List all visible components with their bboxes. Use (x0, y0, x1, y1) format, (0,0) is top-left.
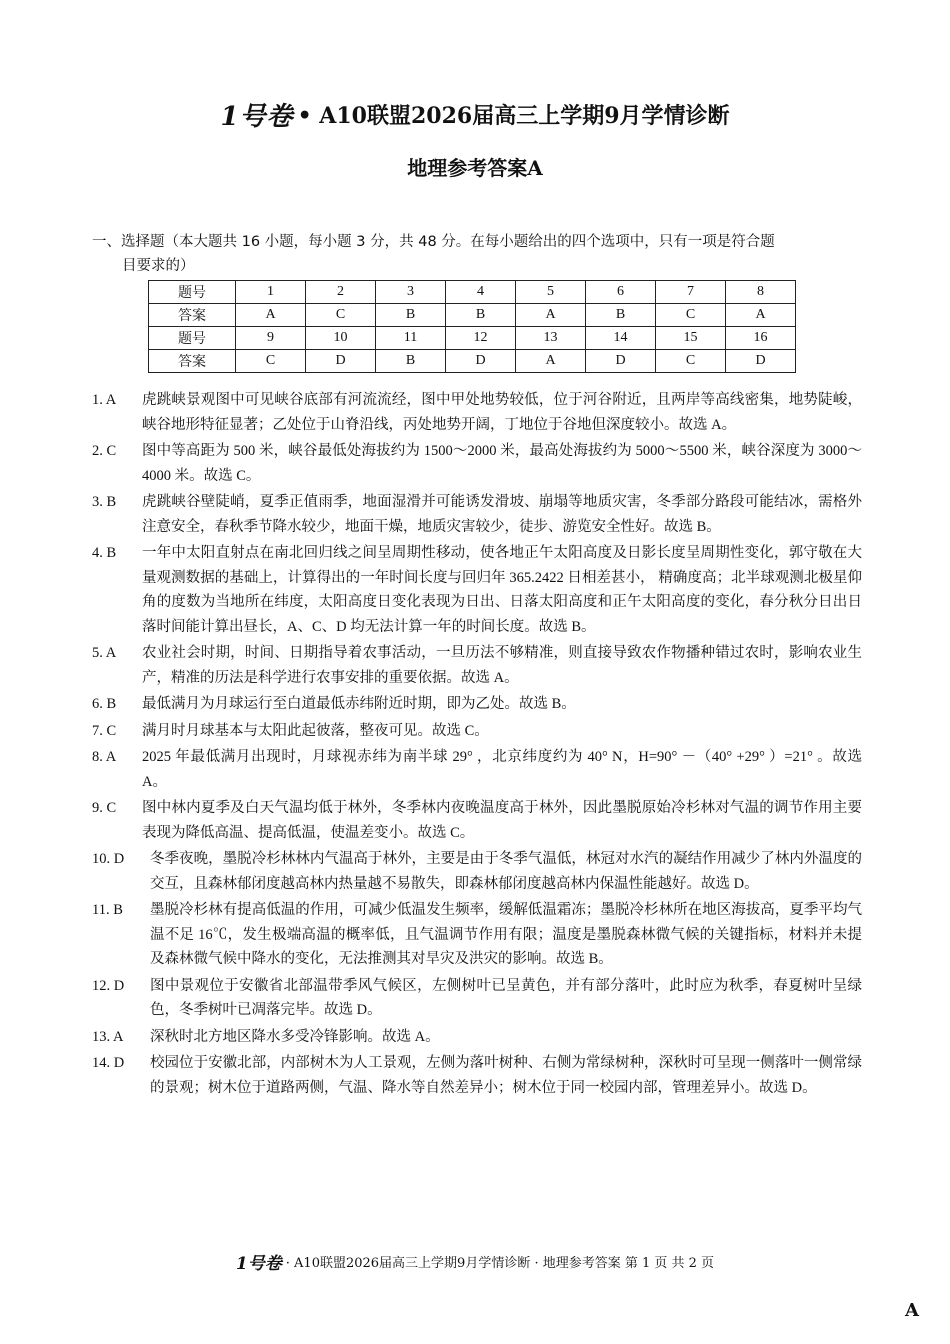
question-number-cell: 1 (236, 281, 306, 304)
document-subtitle: 地理参考答案A (407, 156, 543, 180)
answer-cell: C (236, 350, 306, 373)
explanation-item (92, 974, 862, 1023)
explanation-item (92, 796, 862, 845)
table-row-answers (149, 304, 796, 327)
brand-logo: 1号卷 (220, 102, 294, 132)
explanation-item (92, 1051, 862, 1100)
explanation-text: 虎跳峡谷壁陡峭，夏季正值雨季，地面湿滑并可能诱发滑坡、崩塌等地质灾害，冬季部分路段可能结冰，需格外注意安全，春秋季节降水较少，地面干燥，地质灾害较少，徒步、游览安全性好。故选 B。 (142, 494, 862, 535)
explanation-text: 最低满月为月球运行至白道最低赤纬附近时期，即为乙处。故选 B。 (142, 696, 576, 712)
question-number-cell: 9 (236, 327, 306, 350)
explanation-item (92, 1025, 862, 1050)
explanation-item (92, 719, 862, 744)
explanation-text: 图中林内夏季及白天气温均低于林外，冬季林内夜晚温度高于林外，因此墨脱原始冷杉林对气温的调节作用主要表现为降低高温、提高低温，使温差变小。故选 C。 (142, 800, 862, 841)
answer-cell: B (446, 304, 516, 327)
question-number-cell: 15 (656, 327, 726, 350)
explanation-number: 3. B (92, 494, 117, 510)
page-footer (0, 1249, 950, 1274)
explanation-number: 9. C (92, 800, 117, 816)
answer-cell: C (656, 304, 726, 327)
explanation-number: 1. A (92, 392, 117, 408)
explanation-text: 农业社会时期，时间、日期指导着农事活动，一旦历法不够精准，则直接导致农作物播种错过农时，影响农业生产，精准的历法是科学进行农事安排的重要依据。故选 A。 (142, 645, 862, 686)
answer-cell: D (446, 350, 516, 373)
explanation-number: 2. C (92, 443, 117, 459)
explanation-number: 12. D (92, 977, 125, 994)
explanation-text: 校园位于安徽北部，内部树木为人工景观，左侧为落叶树种、右侧为常绿树种，深秋时可呈现一侧落叶一侧常绿的景观；树木位于道路两侧，气温、降水等自然差异小；树木位于同一校园内部，管理差异小。故选 D。 (150, 1055, 862, 1096)
explanation-number: 13. A (92, 1028, 124, 1045)
question-number-cell: 8 (726, 281, 796, 304)
explanation-number: 6. B (92, 696, 117, 712)
explanation-text: 满月时月球基本与太阳此起彼落，整夜可见。故选 C。 (142, 722, 489, 739)
explanation-item (92, 847, 862, 896)
row-label-answer: 答案 (149, 350, 236, 373)
explanation-number: 8. A (92, 749, 117, 765)
explanation-number: 11. B (92, 902, 123, 918)
explanation-text: 2025 年最低满月出现时，月球视赤纬为南半球 29° ，北京纬度约为 40° N，H=90° －（40° +29° ）=21° 。故选 A。 (142, 749, 862, 790)
explanation-item (92, 490, 862, 539)
footer-text: · A10联盟2026届高三上学期9月学情诊断 · 地理参考答案 第 1 页 共 2 页 (285, 1256, 715, 1271)
explanation-text: 图中等高距为 500 米，峡谷最低处海拔约为 1500～2000 米，最高处海拔约为 5000～5500 米，峡谷深度为 3000～4000 米。故选 C。 (142, 443, 862, 484)
answer-cell: C (656, 350, 726, 373)
explanation-number: 10. D (92, 851, 125, 867)
answer-cell: A (516, 350, 586, 373)
explanation-item (92, 745, 862, 794)
question-number-cell: 10 (306, 327, 376, 350)
answer-cell: D (586, 350, 656, 373)
explanation-item (92, 641, 862, 690)
answer-cell: D (306, 350, 376, 373)
explanation-number: 4. B (92, 545, 117, 561)
question-number-cell: 5 (516, 281, 586, 304)
question-number-cell: 13 (516, 327, 586, 350)
explanation-number: 5. A (92, 645, 117, 661)
explanation-item (92, 898, 862, 972)
answer-cell: A (516, 304, 586, 327)
answer-cell: A (236, 304, 306, 327)
question-number-cell: 6 (586, 281, 656, 304)
question-number-cell: 7 (656, 281, 726, 304)
explanation-item (92, 388, 862, 437)
explanation-item (92, 439, 862, 488)
explanation-text: 深秋时北方地区降水多受冷锋影响。故选 A。 (150, 1028, 440, 1045)
explanation-number: 14. D (92, 1055, 125, 1071)
explanation-text: 一年中太阳直射点在南北回归线之间呈周期性移动，使各地正午太阳高度及日影长度呈周期性变化，郭守敬在大量观测数据的基础上，计算得出的一年时间长度与回归年 365.2422 日相差甚小， 精确度高；北半球观测北极星仰角的度数为当地所在纬度，太阳高度日变化表现为日出、日落太阳高度和正午太阳高度的变化，春分秋分日出日落时间能计算出昼长，A、C、D 均无法计算一年的时间长度。故选 B。 (142, 545, 862, 635)
explanation-list (92, 388, 862, 1102)
explanation-text: 图中景观位于安徽省北部温带季风气候区，左侧树叶已呈黄色，并有部分落叶，此时应为秋季，春夏树叶呈绿色，冬季树叶已凋落完毕。故选 D。 (150, 977, 862, 1018)
question-number-cell: 16 (726, 327, 796, 350)
page-header (0, 96, 950, 133)
answer-table (148, 280, 796, 373)
question-number-cell: 3 (376, 281, 446, 304)
exam-title: • A10联盟2026届高三上学期9月学情诊断 (297, 103, 730, 129)
explanation-text: 虎跳峡景观图中可见峡谷底部有河流流经，图中甲处地势较低，位于河谷附近，且两岸等高线密集，地势陡峻，峡谷地形特征显著；乙处位于山脊沿线，丙处地势开阔，丁地位于谷地但深度较小。故选 A。 (142, 392, 862, 433)
row-label-number: 题号 (149, 281, 236, 304)
section-intro-line2: 目要求的） (122, 258, 195, 274)
table-row-numbers (149, 327, 796, 350)
table-row-answers (149, 350, 796, 373)
answer-cell: B (376, 304, 446, 327)
question-number-cell: 11 (376, 327, 446, 350)
explanation-item (92, 692, 862, 717)
explanation-text: 墨脱冷杉林有提高低温的作用，可减少低温发生频率，缓解低温霜冻；墨脱冷杉林所在地区海拔高，夏季平均气温不足 16℃，发生极端高温的概率低，且气温调节作用有限；温度是墨脱森林微气候的关键指标，材料并未提及森林微气候中降水的变化，无法推测其对旱灾及洪灾的影响。故选 B。 (150, 902, 862, 967)
version-mark: A (905, 1300, 919, 1321)
table-row-numbers (149, 281, 796, 304)
row-label-answer: 答案 (149, 304, 236, 327)
section-intro (92, 230, 862, 278)
question-number-cell: 12 (446, 327, 516, 350)
footer-logo: 1号卷 (235, 1254, 282, 1274)
question-number-cell: 14 (586, 327, 656, 350)
explanation-item (92, 541, 862, 639)
question-number-cell: 2 (306, 281, 376, 304)
explanation-text: 冬季夜晚，墨脱冷杉林林内气温高于林外，主要是由于冬季气温低，林冠对水汽的凝结作用减少了林内外温度的交互，且森林郁闭度越高林内热量越不易散失，即森林郁闭度越高林内保温性能越好。故选 D。 (150, 851, 862, 892)
explanation-number: 7. C (92, 722, 117, 739)
question-number-cell: 4 (446, 281, 516, 304)
row-label-number: 题号 (149, 327, 236, 350)
answer-cell: D (726, 350, 796, 373)
section-intro-line1: 一、选择题（本大题共 16 小题，每小题 3 分，共 48 分。在每小题给出的四个选项中，只有一项是符合题 (92, 234, 775, 250)
answer-cell: B (586, 304, 656, 327)
answer-cell: B (376, 350, 446, 373)
answer-cell: A (726, 304, 796, 327)
answer-cell: C (306, 304, 376, 327)
